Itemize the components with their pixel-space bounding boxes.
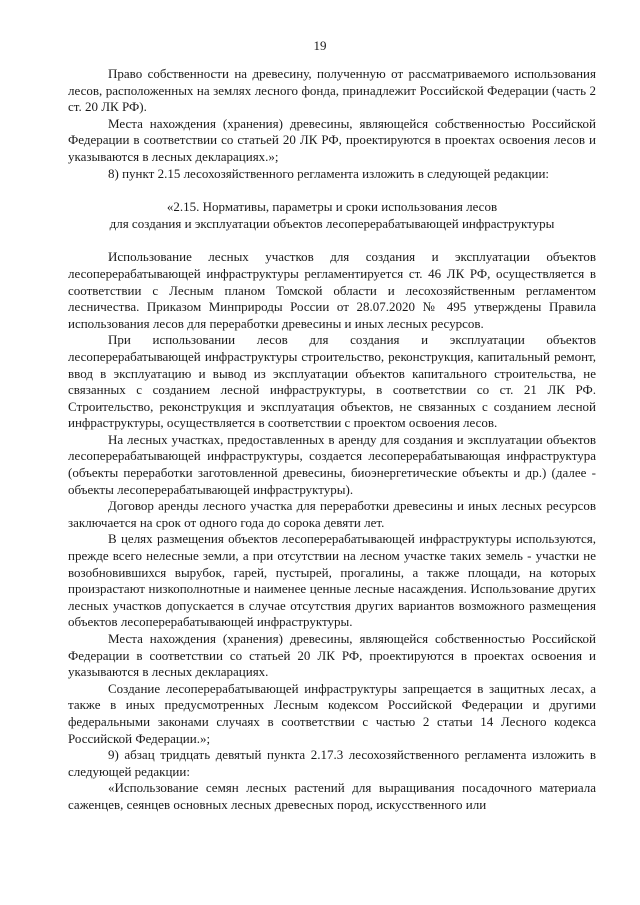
paragraph-construction: При использовании лесов для создания и эксплуатации объектов лесоперерабатывающей инфраструктуры строительство, реконструкция, капитальный ремонт, ввод в эксплуатацию и вывод из эксплуатации объектов капитального строительства, не связанных с созданием лесной инфраструктуры, в соответствии со ст. 21 ЛК РФ. Строительство, реконструкция и эксплуатация объектов, не связанных с созданием лесной инфраструктуры, осуществляется в соответствии с проектом освоения лесов. [68, 332, 596, 431]
spacer [68, 232, 596, 249]
document-body [68, 66, 596, 814]
section-heading-line-1: «2.15. Нормативы, параметры и сроки использования лесов [166, 199, 498, 215]
section-heading-line-2: для создания и эксплуатации объектов лесоперерабатывающей инфраструктуры [109, 215, 555, 231]
paragraph-prohibition: Создание лесоперерабатывающей инфраструктуры запрещается в защитных лесах, а также в иных предусмотренных Лесным кодексом Российской Федерации и другими федеральными законами случаях в соответствии с частью 2 статьи 14 Лесного кодекса Российской Федерации.»; [68, 680, 596, 746]
paragraph-lease-infrastructure: На лесных участках, предоставленных в аренду для создания и эксплуатации объектов лесоперерабатывающей инфраструктуры, создается лесоперерабатывающая инфраструктура (объекты переработки заготовленной древесины, биоэнергетические объекты и др.) (далее - объекты лесоперерабатывающей инфраструктуры). [68, 431, 596, 497]
paragraph-storage-places-2: Места нахождения (хранения) древесины, являющейся собственностью Российской Федерации в соответствии со статьей 20 ЛК РФ, проектируются в проектах освоения и указываются в лесных декларациях. [68, 631, 596, 680]
paragraph-item-9: 9) абзац тридцать девятый пункта 2.17.3 лесохозяйственного регламента изложить в следующей редакции: [68, 747, 596, 779]
page-number: 19 [313, 38, 327, 53]
paragraph-item-8: 8) пункт 2.15 лесохозяйственного регламента изложить в следующей редакции: [108, 165, 550, 181]
paragraph-regulation: Использование лесных участков для создания и эксплуатации объектов лесоперерабатывающей инфраструктуры регламентируется ст. 46 ЛК РФ, осуществляется в соответствии с Лесным планом Томской области и лесохозяйственным регламентом лесничества. Приказом Минприроды России от 28.07.2020 № 495 утверждены Правила использования лесов для переработки древесины и иных лесных ресурсов. [68, 249, 596, 331]
paragraph-storage-places: Места нахождения (хранения) древесины, являющейся собственностью Российской Федерации в соответствии со статьей 20 ЛК РФ, проектируются в проектах освоения лесов и указываются в лесных декларациях.»; [68, 115, 596, 164]
paragraph-placement: В целях размещения объектов лесоперерабатывающей инфраструктуры используются, прежде всего нелесные земли, а при отсутствии на лесном участке таких земель - участки не возобновившихся вырубок, гарей, пустырей, прогалины, а также площади, на которых произрастают низкополнотные и наименее ценные лесные насаждения. Использование других лесных участков допускается в случае отсутствия других вариантов возможного размещения объектов лесоперерабатывающей инфраструктуры. [68, 531, 596, 630]
spacer [68, 182, 596, 199]
paragraph-lease-term: Договор аренды лесного участка для переработки древесины и иных лесных ресурсов заключается на срок от одного года до сорока девяти лет. [68, 498, 596, 530]
paragraph-ownership: Право собственности на древесину, полученную от рассматриваемого использования лесов, расположенных на землях лесного фонда, принадлежит Российской Федерации (часть 2 ст. 20 ЛК РФ). [68, 66, 596, 115]
paragraph-seeds: «Использование семян лесных растений для выращивания посадочного материала саженцев, сеянцев основных лесных древесных пород, искусственного или [68, 780, 596, 812]
